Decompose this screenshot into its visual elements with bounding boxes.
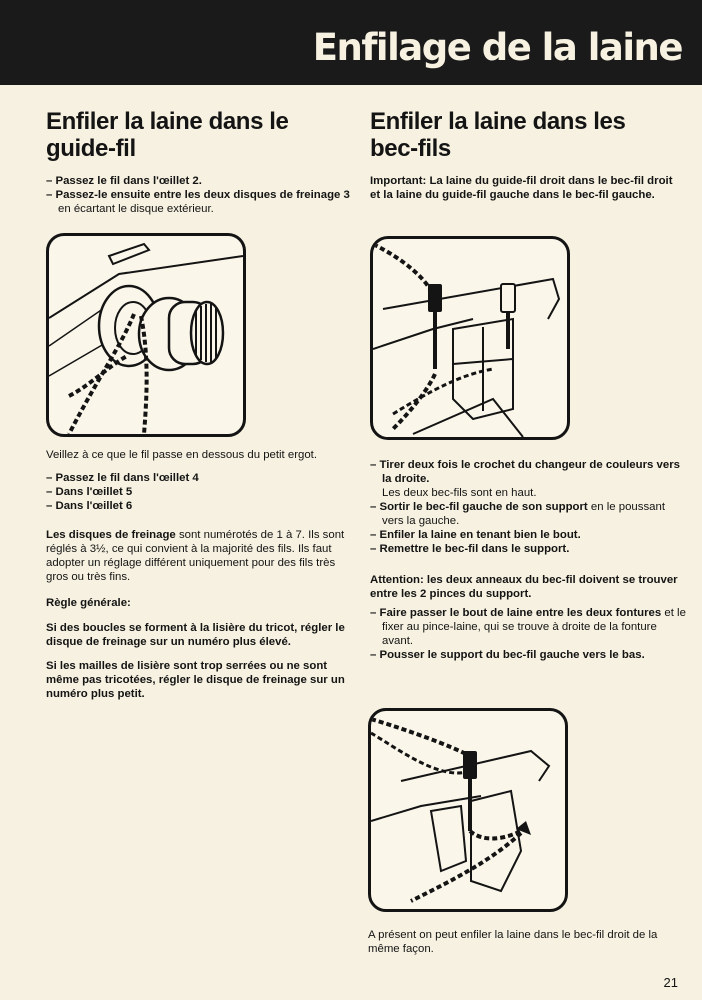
left-steps xyxy=(46,174,358,216)
list-item: – Dans l'œillet 5 xyxy=(46,485,356,499)
left-lower xyxy=(46,448,356,701)
bec-fil-illustration-2 xyxy=(368,708,568,912)
rule-2: Si les mailles de lisière sont trop serrées ou ne sont même pas tricotées, régler le disque de freinage sur un numéro plus petit. xyxy=(46,660,345,700)
freinage-paragraph: Les disques de freinage sont numérotés de 1 à 7. Ils sont réglés à 3½, ce qui convient à la majorité des fils. Ils faut adopter un réglage différent uniquement pour des fils très gros ou très fins. xyxy=(46,529,345,583)
rule-title: Règle générale: xyxy=(46,597,131,609)
right-steps xyxy=(370,458,688,556)
header-banner xyxy=(0,0,702,85)
left-heading: Enfiler la laine dans le guide-fil xyxy=(46,108,289,162)
left-steps-2 xyxy=(46,471,356,513)
caption: Veillez à ce que le fil passe en dessous du petit ergot. xyxy=(46,449,318,461)
attention-note: Attention: les deux anneaux du bec-fil doivent se trouver entre les 2 pinces du support. xyxy=(370,574,678,600)
list-item: – Passez le fil dans l'œillet 2. xyxy=(46,174,358,188)
bec-fil-illustration-1 xyxy=(370,236,570,440)
left-column xyxy=(46,108,358,216)
right-column xyxy=(370,108,685,202)
right-lower xyxy=(370,458,688,662)
right-steps-2 xyxy=(370,606,688,662)
page-number: 21 xyxy=(663,975,678,990)
list-item: – Sortir le bec-fil gauche de son support en le poussant vers la gauche. xyxy=(370,500,688,528)
page-title: Enfilage de la laine xyxy=(312,26,682,69)
list-item: – Enfiler la laine en tenant bien le bout. xyxy=(370,528,688,542)
list-item: – Passez-le ensuite entre les deux disques de freinage 3 en écartant le disque extérieur. xyxy=(46,188,358,216)
important-note: Important: La laine du guide-fil droit dans le bec-fil droit et la laine du guide-fil gauche dans le bec-fil gauche. xyxy=(370,175,673,201)
list-item: – Passez le fil dans l'œillet 4 xyxy=(46,471,356,485)
list-item: – Pousser le support du bec-fil gauche vers le bas. xyxy=(370,648,688,662)
rule-1: Si des boucles se forment à la lisière du tricot, régler le disque de freinage sur un numéro plus élevé. xyxy=(46,622,345,648)
right-heading: Enfiler la laine dans les bec-fils xyxy=(370,108,626,162)
list-item: – Remettre le bec-fil dans le support. xyxy=(370,542,688,556)
list-item: – Faire passer le bout de laine entre les deux fontures et le fixer au pince-laine, qui se trouve à droite de la fonture avant. xyxy=(370,606,688,648)
guide-fil-illustration xyxy=(46,233,246,437)
list-item: – Dans l'œillet 6 xyxy=(46,499,356,513)
right-caption: A présent on peut enfiler la laine dans le bec-fil droit de la même façon. xyxy=(368,929,658,955)
list-item: – Tirer deux fois le crochet du changeur de couleurs vers la droite. Les deux bec-fils sont en haut. xyxy=(370,458,688,500)
